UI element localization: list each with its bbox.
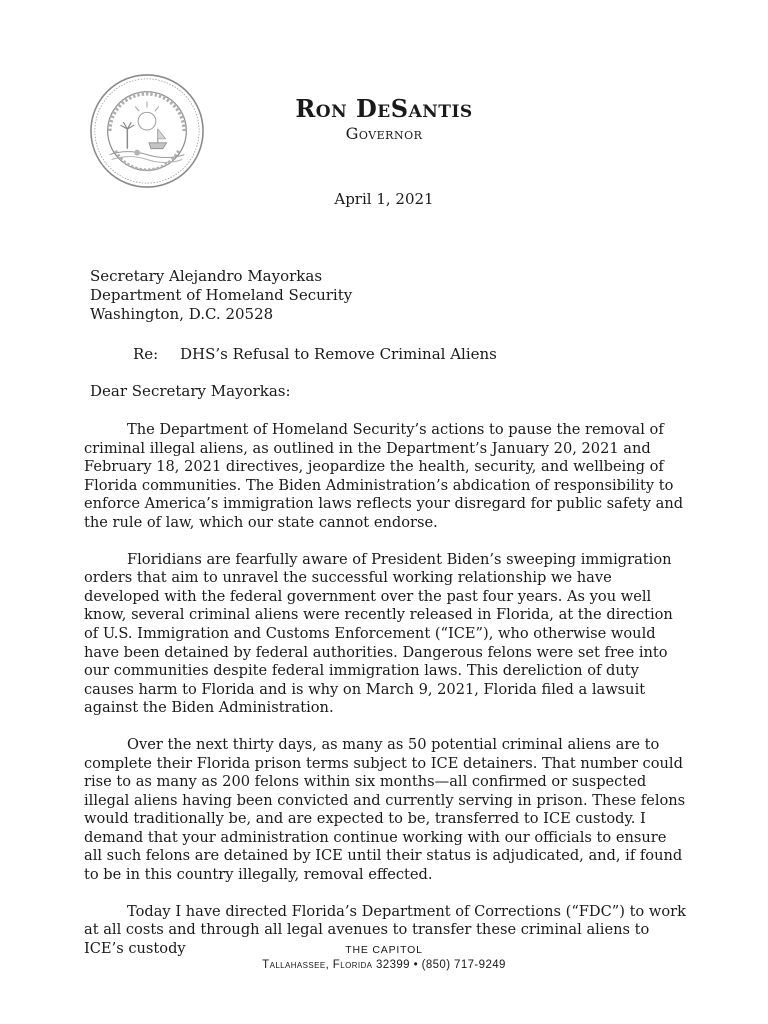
state-seal-icon bbox=[88, 72, 206, 190]
letter-body bbox=[84, 421, 686, 976]
subject-text: DHS’s Refusal to Remove Criminal Aliens bbox=[180, 345, 497, 363]
body-paragraph: Today I have directed Florida’s Department of Corrections (“FDC”) to work at all costs and through all legal avenues to transfer these criminal aliens to ICE’s custody bbox=[84, 902, 686, 957]
recipient-line: Secretary Alejandro Mayorkas bbox=[90, 267, 323, 285]
subject-label: Re: bbox=[133, 345, 159, 363]
recipient-address bbox=[90, 267, 352, 324]
letterhead bbox=[252, 96, 516, 144]
letter-footer bbox=[200, 944, 568, 971]
recipient-line: Washington, D.C. 20528 bbox=[90, 305, 274, 323]
body-paragraph: Over the next thirty days, as many as 50 potential criminal aliens are to complete their Florida prison terms subject to ICE detainers. That number could rise to as many as 200 felons within six months—all confirmed or suspected illegal aliens having been convicted and currently serving in prison. These felons would traditionally be, and are expected to be, transferred to ICE custody. I demand that your administration continue working with our officials to ensure all such felons are detained by ICE until their status is adjudicated, and, if found to be in this country illegally, removal effected. bbox=[84, 735, 686, 884]
footer-address: Tallahassee, Florida 32399 • (850) 717-9249 bbox=[262, 959, 506, 971]
footer-building: THE CAPITOL bbox=[345, 944, 423, 956]
governor-name: Ron DeSantis bbox=[295, 94, 473, 123]
salutation: Dear Secretary Mayorkas: bbox=[90, 382, 291, 400]
body-paragraph: Floridians are fearfully aware of President Biden’s sweeping immigration orders that aim to unravel the successful working relationship we have developed with the federal government over the past four years. As you well know, several criminal aliens were recently released in Florida, at the direction of U.S. Immigration and Customs Enforcement (“ICE”), who otherwise would have been detained by federal authorities. Dangerous felons were set free into our communities despite federal immigration laws. This dereliction of duty causes harm to Florida and is why on March 9, 2021, Florida filed a lawsuit against the Biden Administration. bbox=[84, 550, 673, 717]
body-paragraph: The Department of Homeland Security’s actions to pause the removal of criminal illegal aliens, as outlined in the Department’s January 20, 2021 and February 18, 2021 directives, jeopardize the health, security, and wellbeing of Florida communities. The Biden Administration’s abdication of responsibility to enforce America’s immigration laws reflects your disregard for public safety and the rule of law, which our state cannot endorse. bbox=[84, 421, 684, 531]
recipient-line: Department of Homeland Security bbox=[90, 286, 353, 304]
governor-title: Governor bbox=[345, 124, 423, 143]
letter-date: April 1, 2021 bbox=[334, 190, 434, 208]
subject-line bbox=[133, 345, 497, 363]
